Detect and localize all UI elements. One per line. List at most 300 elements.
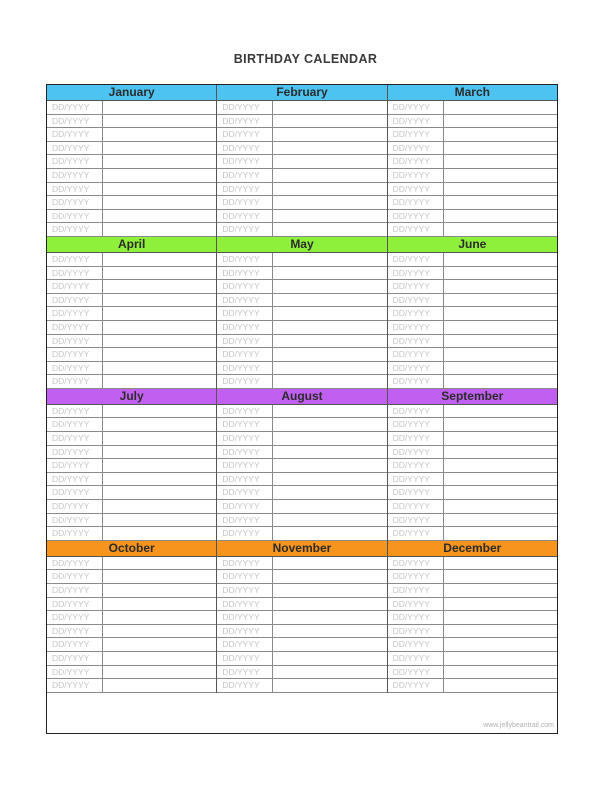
date-field[interactable]: DD/YYYY	[47, 598, 103, 611]
name-field[interactable]	[103, 155, 216, 168]
name-field[interactable]	[273, 514, 386, 527]
date-field[interactable]: DD/YYYY	[388, 210, 444, 223]
date-field[interactable]: DD/YYYY	[217, 335, 273, 348]
date-field[interactable]: DD/YYYY	[388, 348, 444, 361]
date-field[interactable]: DD/YYYY	[47, 486, 103, 499]
name-field[interactable]	[273, 473, 386, 486]
name-field[interactable]	[103, 307, 216, 320]
date-field[interactable]: DD/YYYY	[47, 418, 103, 431]
date-field[interactable]: DD/YYYY	[47, 652, 103, 665]
name-field[interactable]	[273, 652, 386, 665]
name-field[interactable]	[103, 196, 216, 209]
birthday-row	[217, 666, 386, 680]
date-field[interactable]: DD/YYYY	[217, 514, 273, 527]
name-field[interactable]	[103, 570, 216, 583]
birthday-row	[47, 267, 216, 281]
date-field[interactable]: DD/YYYY	[217, 625, 273, 638]
name-field[interactable]	[444, 101, 557, 114]
name-field[interactable]	[103, 652, 216, 665]
name-field[interactable]	[103, 625, 216, 638]
date-field[interactable]: DD/YYYY	[388, 570, 444, 583]
birthday-row	[217, 514, 386, 528]
name-field[interactable]	[444, 598, 557, 611]
name-field[interactable]	[273, 267, 386, 280]
date-field[interactable]: DD/YYYY	[388, 679, 444, 692]
birthday-row	[388, 307, 557, 321]
name-field[interactable]	[444, 115, 557, 128]
birthday-row	[217, 101, 386, 115]
date-field[interactable]: DD/YYYY	[47, 196, 103, 209]
name-field[interactable]	[444, 321, 557, 334]
date-field[interactable]: DD/YYYY	[388, 473, 444, 486]
date-field[interactable]: DD/YYYY	[217, 611, 273, 624]
birthday-row	[217, 321, 386, 335]
name-field[interactable]	[103, 375, 216, 388]
name-field[interactable]	[103, 280, 216, 293]
name-field[interactable]	[444, 169, 557, 182]
date-field[interactable]: DD/YYYY	[47, 679, 103, 692]
date-field[interactable]: DD/YYYY	[47, 115, 103, 128]
date-field[interactable]: DD/YYYY	[217, 557, 273, 570]
date-field[interactable]: DD/YYYY	[217, 362, 273, 375]
name-field[interactable]	[444, 280, 557, 293]
date-field[interactable]: DD/YYYY	[388, 223, 444, 236]
name-field[interactable]	[103, 128, 216, 141]
date-field[interactable]: DD/YYYY	[47, 432, 103, 445]
date-field[interactable]: DD/YYYY	[217, 155, 273, 168]
birthday-row	[388, 570, 557, 584]
date-field[interactable]: DD/YYYY	[217, 307, 273, 320]
date-field[interactable]: DD/YYYY	[388, 446, 444, 459]
name-field[interactable]	[273, 101, 386, 114]
date-field[interactable]: DD/YYYY	[388, 405, 444, 418]
birthday-row	[47, 625, 216, 639]
name-field[interactable]	[103, 527, 216, 540]
name-field[interactable]	[103, 169, 216, 182]
date-field[interactable]: DD/YYYY	[217, 267, 273, 280]
birthday-row	[47, 514, 216, 528]
birthday-row	[217, 432, 386, 446]
name-field[interactable]	[444, 666, 557, 679]
date-field[interactable]: DD/YYYY	[388, 101, 444, 114]
quarter-section	[47, 237, 557, 389]
name-field[interactable]	[103, 183, 216, 196]
name-field[interactable]	[273, 611, 386, 624]
date-field[interactable]: DD/YYYY	[217, 446, 273, 459]
name-field[interactable]	[444, 638, 557, 651]
name-field[interactable]	[444, 584, 557, 597]
birthday-row	[47, 459, 216, 473]
name-field[interactable]	[103, 557, 216, 570]
date-field[interactable]: DD/YYYY	[47, 638, 103, 651]
name-field[interactable]	[273, 128, 386, 141]
name-field[interactable]	[103, 210, 216, 223]
month-column-may	[217, 237, 387, 389]
name-field[interactable]	[103, 321, 216, 334]
date-field[interactable]: DD/YYYY	[217, 679, 273, 692]
birthday-row	[217, 500, 386, 514]
date-field[interactable]: DD/YYYY	[217, 142, 273, 155]
name-field[interactable]	[103, 584, 216, 597]
birthday-row	[388, 405, 557, 419]
date-field[interactable]: DD/YYYY	[47, 570, 103, 583]
date-field[interactable]: DD/YYYY	[217, 210, 273, 223]
name-field[interactable]	[103, 598, 216, 611]
date-field[interactable]: DD/YYYY	[217, 405, 273, 418]
birthday-row	[388, 101, 557, 115]
month-column-june	[388, 237, 557, 389]
birthday-row	[388, 611, 557, 625]
name-field[interactable]	[103, 459, 216, 472]
date-field[interactable]: DD/YYYY	[217, 638, 273, 651]
date-field[interactable]: DD/YYYY	[388, 253, 444, 266]
name-field[interactable]	[273, 223, 386, 236]
date-field[interactable]: DD/YYYY	[47, 584, 103, 597]
date-field[interactable]: DD/YYYY	[388, 294, 444, 307]
name-field[interactable]	[273, 294, 386, 307]
name-field[interactable]	[444, 473, 557, 486]
name-field[interactable]	[273, 253, 386, 266]
date-field[interactable]: DD/YYYY	[388, 432, 444, 445]
name-field[interactable]	[273, 459, 386, 472]
date-field[interactable]: DD/YYYY	[47, 459, 103, 472]
name-field[interactable]	[273, 362, 386, 375]
date-field[interactable]: DD/YYYY	[388, 611, 444, 624]
name-field[interactable]	[444, 486, 557, 499]
date-field[interactable]: DD/YYYY	[217, 128, 273, 141]
name-field[interactable]	[273, 584, 386, 597]
birthday-row	[47, 307, 216, 321]
birthday-row	[388, 115, 557, 129]
birthday-row	[217, 679, 386, 693]
date-field[interactable]: DD/YYYY	[217, 280, 273, 293]
name-field[interactable]	[273, 142, 386, 155]
name-field[interactable]	[273, 348, 386, 361]
date-field[interactable]: DD/YYYY	[217, 418, 273, 431]
date-field[interactable]: DD/YYYY	[388, 625, 444, 638]
name-field[interactable]	[444, 294, 557, 307]
date-field[interactable]: DD/YYYY	[217, 527, 273, 540]
date-field[interactable]: DD/YYYY	[217, 500, 273, 513]
date-field[interactable]: DD/YYYY	[388, 527, 444, 540]
name-field[interactable]	[444, 625, 557, 638]
birthday-row	[388, 598, 557, 612]
birthday-row	[47, 570, 216, 584]
date-field[interactable]: DD/YYYY	[47, 183, 103, 196]
date-field[interactable]: DD/YYYY	[388, 375, 444, 388]
date-field[interactable]: DD/YYYY	[217, 666, 273, 679]
name-field[interactable]	[273, 486, 386, 499]
birthday-row	[217, 267, 386, 281]
name-field[interactable]	[273, 679, 386, 692]
birthday-row	[217, 570, 386, 584]
name-field[interactable]	[273, 527, 386, 540]
name-field[interactable]	[444, 557, 557, 570]
date-field[interactable]: DD/YYYY	[388, 418, 444, 431]
birthday-row	[217, 598, 386, 612]
date-field[interactable]: DD/YYYY	[217, 652, 273, 665]
date-field[interactable]: DD/YYYY	[388, 666, 444, 679]
birthday-row	[47, 486, 216, 500]
date-field[interactable]: DD/YYYY	[47, 142, 103, 155]
name-field[interactable]	[444, 267, 557, 280]
date-field[interactable]: DD/YYYY	[388, 459, 444, 472]
date-field[interactable]: DD/YYYY	[388, 142, 444, 155]
birthday-row	[47, 169, 216, 183]
name-field[interactable]	[444, 500, 557, 513]
date-field[interactable]: DD/YYYY	[388, 183, 444, 196]
date-field[interactable]: DD/YYYY	[47, 253, 103, 266]
name-field[interactable]	[103, 611, 216, 624]
date-field[interactable]: DD/YYYY	[217, 321, 273, 334]
name-field[interactable]	[273, 196, 386, 209]
name-field[interactable]	[103, 405, 216, 418]
date-field[interactable]: DD/YYYY	[217, 473, 273, 486]
name-field[interactable]	[103, 432, 216, 445]
birthday-row	[47, 321, 216, 335]
date-field[interactable]: DD/YYYY	[388, 307, 444, 320]
name-field[interactable]	[444, 348, 557, 361]
date-field[interactable]: DD/YYYY	[47, 101, 103, 114]
date-field[interactable]: DD/YYYY	[388, 115, 444, 128]
date-field[interactable]: DD/YYYY	[47, 307, 103, 320]
birthday-row	[217, 625, 386, 639]
name-field[interactable]	[444, 459, 557, 472]
name-field[interactable]	[103, 473, 216, 486]
name-field[interactable]	[444, 155, 557, 168]
date-field[interactable]: DD/YYYY	[47, 267, 103, 280]
name-field[interactable]	[444, 405, 557, 418]
date-field[interactable]: DD/YYYY	[388, 514, 444, 527]
date-field[interactable]: DD/YYYY	[388, 128, 444, 141]
date-field[interactable]: DD/YYYY	[388, 321, 444, 334]
birthday-row	[217, 611, 386, 625]
name-field[interactable]	[444, 362, 557, 375]
name-field[interactable]	[273, 598, 386, 611]
name-field[interactable]	[273, 169, 386, 182]
name-field[interactable]	[103, 267, 216, 280]
birthday-row	[388, 253, 557, 267]
name-field[interactable]	[444, 446, 557, 459]
date-field[interactable]: DD/YYYY	[47, 223, 103, 236]
name-field[interactable]	[444, 196, 557, 209]
name-field[interactable]	[273, 418, 386, 431]
birthday-row	[217, 362, 386, 376]
name-field[interactable]	[273, 557, 386, 570]
name-field[interactable]	[103, 294, 216, 307]
name-field[interactable]	[273, 625, 386, 638]
birthday-row	[217, 223, 386, 237]
date-field[interactable]: DD/YYYY	[217, 598, 273, 611]
date-field[interactable]: DD/YYYY	[47, 500, 103, 513]
name-field[interactable]	[273, 115, 386, 128]
date-field[interactable]: DD/YYYY	[217, 570, 273, 583]
calendar-grid	[46, 84, 558, 734]
date-field[interactable]: DD/YYYY	[47, 405, 103, 418]
month-column-march	[388, 85, 557, 237]
birthday-row	[388, 638, 557, 652]
name-field[interactable]	[273, 638, 386, 651]
quarter-section	[47, 541, 557, 693]
date-field[interactable]: DD/YYYY	[47, 128, 103, 141]
quarter-section	[47, 85, 557, 237]
date-field[interactable]: DD/YYYY	[388, 486, 444, 499]
name-field[interactable]	[444, 652, 557, 665]
name-field[interactable]	[444, 128, 557, 141]
date-field[interactable]: DD/YYYY	[388, 280, 444, 293]
name-field[interactable]	[103, 514, 216, 527]
date-field[interactable]: DD/YYYY	[388, 362, 444, 375]
birthday-row	[388, 679, 557, 693]
birthday-row	[47, 446, 216, 460]
date-field[interactable]: DD/YYYY	[47, 280, 103, 293]
name-field[interactable]	[103, 666, 216, 679]
name-field[interactable]	[444, 335, 557, 348]
month-header: March	[388, 85, 557, 101]
name-field[interactable]	[103, 223, 216, 236]
month-column-november	[217, 541, 387, 693]
name-field[interactable]	[273, 405, 386, 418]
name-field[interactable]	[444, 223, 557, 236]
name-field[interactable]	[273, 210, 386, 223]
name-field[interactable]	[103, 142, 216, 155]
name-field[interactable]	[444, 418, 557, 431]
name-field[interactable]	[444, 570, 557, 583]
birthday-row	[217, 155, 386, 169]
name-field[interactable]	[273, 335, 386, 348]
date-field[interactable]: DD/YYYY	[217, 294, 273, 307]
date-field[interactable]: DD/YYYY	[388, 267, 444, 280]
birthday-row	[47, 584, 216, 598]
date-field[interactable]: DD/YYYY	[388, 500, 444, 513]
date-field[interactable]: DD/YYYY	[388, 169, 444, 182]
name-field[interactable]	[444, 432, 557, 445]
date-field[interactable]: DD/YYYY	[217, 432, 273, 445]
date-field[interactable]: DD/YYYY	[47, 473, 103, 486]
name-field[interactable]	[273, 446, 386, 459]
date-field[interactable]: DD/YYYY	[217, 223, 273, 236]
date-field[interactable]: DD/YYYY	[47, 169, 103, 182]
name-field[interactable]	[103, 679, 216, 692]
name-field[interactable]	[103, 418, 216, 431]
name-field[interactable]	[103, 253, 216, 266]
name-field[interactable]	[103, 115, 216, 128]
date-field[interactable]: DD/YYYY	[217, 101, 273, 114]
name-field[interactable]	[444, 514, 557, 527]
date-field[interactable]: DD/YYYY	[47, 348, 103, 361]
name-field[interactable]	[273, 321, 386, 334]
birthday-row	[388, 432, 557, 446]
date-field[interactable]: DD/YYYY	[217, 253, 273, 266]
name-field[interactable]	[444, 210, 557, 223]
name-field[interactable]	[103, 101, 216, 114]
quarter-section	[47, 389, 557, 541]
date-field[interactable]: DD/YYYY	[217, 169, 273, 182]
date-field[interactable]: DD/YYYY	[47, 155, 103, 168]
birthday-row	[217, 115, 386, 129]
name-field[interactable]	[273, 183, 386, 196]
name-field[interactable]	[273, 500, 386, 513]
name-field[interactable]	[444, 253, 557, 266]
date-field[interactable]: DD/YYYY	[47, 375, 103, 388]
date-field[interactable]: DD/YYYY	[217, 584, 273, 597]
month-column-january	[47, 85, 217, 237]
date-field[interactable]: DD/YYYY	[47, 210, 103, 223]
month-column-december	[388, 541, 557, 693]
birthday-row	[388, 169, 557, 183]
name-field[interactable]	[103, 362, 216, 375]
name-field[interactable]	[103, 335, 216, 348]
name-field[interactable]	[444, 142, 557, 155]
date-field[interactable]: DD/YYYY	[217, 486, 273, 499]
date-field[interactable]: DD/YYYY	[47, 666, 103, 679]
date-field[interactable]: DD/YYYY	[47, 611, 103, 624]
month-column-july	[47, 389, 217, 541]
birthday-row	[217, 253, 386, 267]
birthday-row	[47, 362, 216, 376]
date-field[interactable]: DD/YYYY	[388, 652, 444, 665]
date-field[interactable]: DD/YYYY	[47, 625, 103, 638]
date-field[interactable]: DD/YYYY	[217, 459, 273, 472]
date-field[interactable]: DD/YYYY	[217, 115, 273, 128]
birthday-row	[217, 405, 386, 419]
name-field[interactable]	[444, 611, 557, 624]
name-field[interactable]	[273, 666, 386, 679]
date-field[interactable]: DD/YYYY	[47, 362, 103, 375]
name-field[interactable]	[103, 446, 216, 459]
birthday-row	[217, 183, 386, 197]
name-field[interactable]	[273, 155, 386, 168]
birthday-row	[388, 142, 557, 156]
date-field[interactable]: DD/YYYY	[388, 335, 444, 348]
date-field[interactable]: DD/YYYY	[47, 321, 103, 334]
name-field[interactable]	[444, 183, 557, 196]
name-field[interactable]	[273, 280, 386, 293]
date-field[interactable]: DD/YYYY	[217, 348, 273, 361]
date-field[interactable]: DD/YYYY	[388, 557, 444, 570]
month-header: November	[217, 541, 386, 557]
name-field[interactable]	[444, 375, 557, 388]
name-field[interactable]	[444, 307, 557, 320]
name-field[interactable]	[444, 527, 557, 540]
name-field[interactable]	[444, 679, 557, 692]
date-field[interactable]: DD/YYYY	[47, 446, 103, 459]
name-field[interactable]	[273, 307, 386, 320]
name-field[interactable]	[103, 486, 216, 499]
birthday-row	[217, 375, 386, 389]
date-field[interactable]: DD/YYYY	[388, 155, 444, 168]
date-field[interactable]: DD/YYYY	[388, 196, 444, 209]
date-field[interactable]: DD/YYYY	[217, 196, 273, 209]
name-field[interactable]	[103, 638, 216, 651]
name-field[interactable]	[103, 500, 216, 513]
date-field[interactable]: DD/YYYY	[388, 638, 444, 651]
date-field[interactable]: DD/YYYY	[217, 183, 273, 196]
date-field[interactable]: DD/YYYY	[388, 598, 444, 611]
date-field[interactable]: DD/YYYY	[47, 294, 103, 307]
date-field[interactable]: DD/YYYY	[47, 514, 103, 527]
date-field[interactable]: DD/YYYY	[47, 335, 103, 348]
name-field[interactable]	[273, 432, 386, 445]
date-field[interactable]: DD/YYYY	[217, 375, 273, 388]
date-field[interactable]: DD/YYYY	[47, 557, 103, 570]
date-field[interactable]: DD/YYYY	[388, 584, 444, 597]
date-field[interactable]: DD/YYYY	[47, 527, 103, 540]
name-field[interactable]	[273, 570, 386, 583]
name-field[interactable]	[273, 375, 386, 388]
birthday-row	[47, 253, 216, 267]
name-field[interactable]	[103, 348, 216, 361]
